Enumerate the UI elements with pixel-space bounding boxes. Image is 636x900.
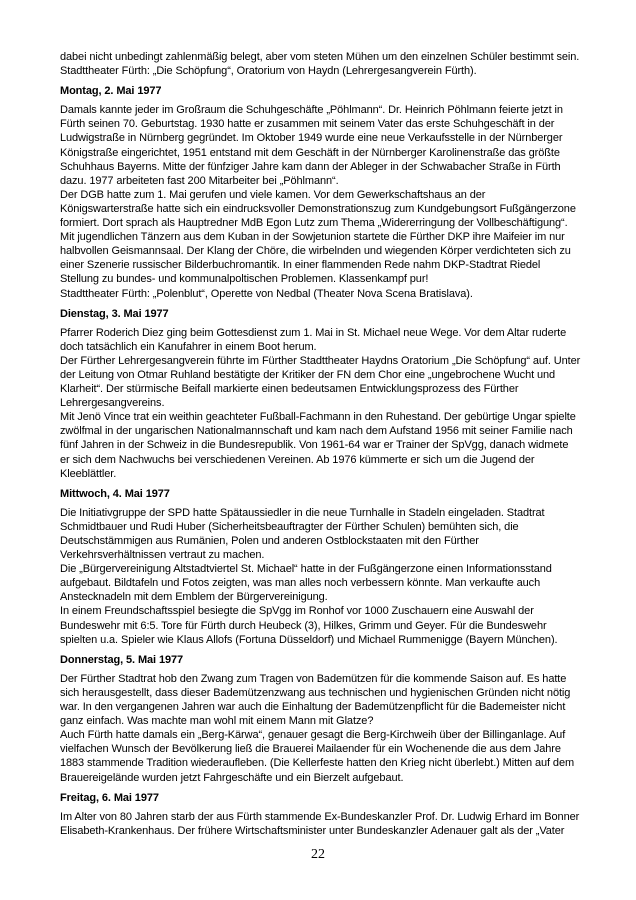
body-line: Mit Jenö Vince trat ein weithin geachteter Fußball-Fachmann in den Ruhestand. Der gebürtige Ungar spielte <box>60 411 576 424</box>
date-heading <box>60 487 590 501</box>
date-heading-text: Donnerstag, 5. Mai 1977 <box>60 653 184 666</box>
body-line: Kleeblättler. <box>60 467 117 480</box>
paragraph-block <box>60 672 590 785</box>
body-line: Elisabeth-Krankenhaus. Der frühere Wirtschaftsminister unter Bundeskanzler Adenauer galt als der „Vater <box>60 824 565 837</box>
body-line: Der Fürther Stadtrat hob den Zwang zum Tragen von Bademützen für die kommende Saison auf. Es hatte <box>60 672 567 685</box>
body-line: 1883 stammende Tradition wiederaufleben. (Die Kellerfeste hatten den Krieg nicht überlebt.) Mitten auf dem <box>60 757 575 770</box>
paragraph-block <box>60 326 590 481</box>
body-line: aufgebaut. Bildtafeln und Fotos zeigten, was man alles noch verbessern könnte. Man verkaufte auch <box>60 577 541 590</box>
date-heading-text: Montag, 2. Mai 1977 <box>60 85 162 98</box>
body-line: Mit jugendlichen Tänzern aus dem Kuban in der Sowjetunion startete die Fürther DKP ihre Maifeier im nur <box>60 231 565 244</box>
date-heading <box>60 653 590 667</box>
date-heading-text: Mittwoch, 4. Mai 1977 <box>60 487 170 500</box>
body-line: Verkehrsverhältnissen vertraut zu machen. <box>60 549 265 562</box>
date-heading <box>60 791 590 805</box>
body-line: zwölfmal in der ungarischen Nationalmannschaft und kam nach dem Aufstand 1956 mit seiner Familie nach <box>60 425 573 438</box>
body-line: Die „Bürgervereinigung Altstadtviertel St. Michael“ hatte in der Fußgängerzone einen Informationsstand <box>60 563 552 576</box>
body-line: Königswarterstraße hatte sich ein eindrucksvoller Demonstrationszug zum Kundgebungsort Fußgängerzone <box>60 202 576 215</box>
body-line: halbvollen Geismannsaal. Der Klang der Chöre, die wirbelnden und wiegenden Körper verdichteten sich zu <box>60 245 571 258</box>
body-line: formiert. Dort sprach als Hauptredner MdB Egon Lutz zum Thema „Widererringung der Vollbeschäftigung“. <box>60 217 568 230</box>
body-line: Deutschstämmigen aus Rumänien, Polen und anderen Ostblockstaaten mit den Fürther <box>60 535 479 547</box>
body-line: Im Alter von 80 Jahren starb der aus Fürth stammende Ex-Bundeskanzler Prof. Dr. Ludwig Erhard im Bonner <box>60 810 580 823</box>
body-line: Lehrergesangvereins. <box>60 397 165 410</box>
paragraph-block <box>60 50 590 78</box>
body-line: Brauereigelände wurden jetzt Fahrgeschäfte und ein Bierzelt aufgebaut. <box>60 771 404 784</box>
body-line: vielfachen Wunsch der Bevölkerung ließ die Brauerei Mailaender für ein Wochenende die aus dem Jahre <box>60 743 561 756</box>
page-number: 22 <box>311 846 325 862</box>
body-line: sich herausgestellt, dass dieser Bademützenzwang aus technischen und hygienischen Gründen nicht nötig <box>60 686 571 699</box>
body-line: spielten u.a. Spieler wie Klaus Allofs (Fortuna Düsseldorf) und Michael Rummenigge (Bayern München). <box>60 633 558 646</box>
body-line: fünf Jahren in der Schweiz in die Bundesrepublik. Von 1961-64 war er Trainer der SpVgg, danach widmete <box>60 439 569 452</box>
body-line: Pfarrer Roderich Diez ging beim Gottesdienst zum 1. Mai in St. Michael neue Wege. Vor dem Altar ruderte <box>60 326 567 339</box>
body-line: dabei nicht unbedingt zahlenmäßig belegt, aber vom steten Mühen um den einzelnen Schüler bestimmt sein. <box>60 51 580 63</box>
body-line: Auch Fürth hatte damals ein „Berg-Kärwa“, genauer gesagt die Berg-Kirchweih über der Billinganlage. Auf <box>60 729 566 742</box>
body-line: Fürth seinen 70. Geburtstag. 1930 hatte er zusammen mit seinem Vater das erste Schuhgeschäft in der <box>60 118 555 131</box>
paragraph-block <box>60 506 590 647</box>
body-line: doch tatsächlich ein Kanufahrer in einem Boot herum. <box>60 340 317 353</box>
paragraph-block <box>60 103 590 300</box>
body-line: Stadttheater Fürth: „Die Schöpfung“, Oratorium von Haydn (Lehrergesangverein Fürth). <box>60 65 477 78</box>
body-line: Königstraße eingerichtet, 1951 entstand mit dem Geschäft in der Nürnberger Karolinenstraße das größte <box>60 146 560 159</box>
body-line: Stellung zu bundes- und kommunalpoltischen Problemen. Klassenkampf pur! <box>60 273 429 286</box>
body-line: war. In den vergangenen Jahren war auch die Einhaltung der Bademützenpflicht für die Bademeister nicht <box>60 701 566 714</box>
body-line: Ludwigstraße in Nürnberg gegründet. Im Oktober 1949 wurde eine neue Verkaufsstelle in der Nürnberger <box>60 132 563 145</box>
body-line: dazu. 1977 arbeiteten fast 200 Mitarbeiter bei „Pöhlmann“. <box>60 174 339 187</box>
body-line: der Leitung von Otmar Ruhland bestätigte der Kritiker der FN dem Chor eine „ungebrochene Wucht und <box>60 368 556 381</box>
date-heading-text: Freitag, 6. Mai 1977 <box>60 791 159 804</box>
body-line: er sich dem Nachwuchs bei verschiedenen Vereinen. Ab 1976 kümmerte er sich um die Jugend der <box>60 453 535 466</box>
body-line: Die Initiativgruppe der SPD hatte Spätaussiedler in die neue Turnhalle in Stadeln eingeladen. Stadtrat <box>60 506 545 519</box>
body-line: Anstecknadeln mit dem Emblem der Bürgervereinigung. <box>60 591 328 604</box>
body-line: Schmidtbauer und Rudi Huber (Sicherheitsbeauftragter der Fürther Schulen) bemühten sich, die <box>60 520 519 533</box>
body-line: einer Szenerie russischer Bilderbuchromantik. In einer flammenden Rede nahm DKP-Stadtrat Riedel <box>60 259 541 272</box>
body-line: Schuhhaus Bayerns. Mitte der fünfziger Jahre kam dann der Ableger in der Schwabacher Straße in Fürth <box>60 160 561 173</box>
body-line: In einem Freundschaftsspiel besiegte die SpVgg im Ronhof vor 1000 Zuschauern eine Auswahl der <box>60 605 534 618</box>
body-line: Klarheit“. Der stürmische Beifall markierte einen bedeutsamen Entwicklungsprozess des Fürther <box>60 383 519 396</box>
body-line: ganz einfach. Was machte man wohl mit einem Mann mit Glatze? <box>60 715 374 728</box>
body-line: Stadttheater Fürth: „Polenblut“, Operette von Nedbal (Theater Nova Scena Bratislava). <box>60 287 473 300</box>
date-heading <box>60 307 590 321</box>
paragraph-block <box>60 810 590 838</box>
body-line: Damals kannte jeder im Großraum die Schuhgeschäfte „Pöhlmann“. Dr. Heinrich Pöhlmann feierte jetzt in <box>60 104 563 117</box>
body-line: Bundeswehr mit 6:5. Tore für Fürth durch Heubeck (3), Hilkes, Grimm und Geyer. Für die Bundeswehr <box>60 619 547 632</box>
body-line: Der Fürther Lehrergesangverein führte im Fürther Stadttheater Haydns Oratorium „Die Schöpfung“ auf. Unter <box>60 354 581 367</box>
date-heading <box>60 84 590 98</box>
date-heading-text: Dienstag, 3. Mai 1977 <box>60 307 169 320</box>
body-line: Der DGB hatte zum 1. Mai gerufen und viele kamen. Vor dem Gewerkschaftshaus an der <box>60 188 486 201</box>
